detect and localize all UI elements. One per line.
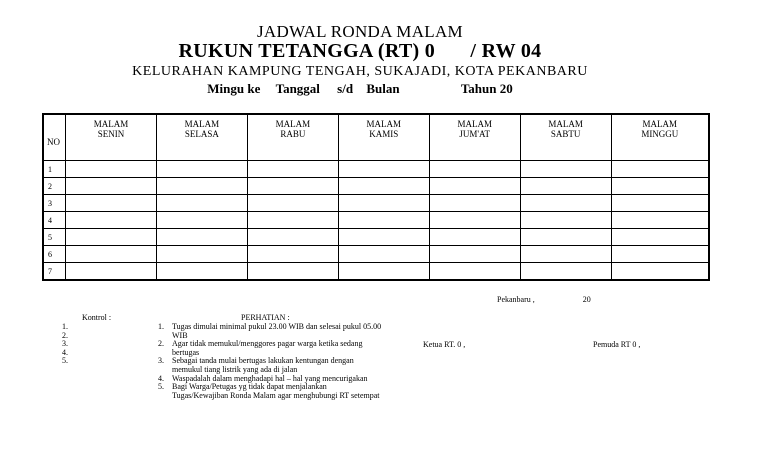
table-cell[interactable]	[429, 161, 520, 178]
ketua-rt-signature: Ketua RT. 0 ,	[423, 340, 466, 349]
bulan-label: Bulan	[366, 81, 400, 96]
table-cell[interactable]	[611, 178, 709, 195]
table-row	[43, 195, 709, 212]
table-cell[interactable]	[247, 246, 338, 263]
table-row	[43, 229, 709, 246]
table-cell[interactable]	[520, 246, 611, 263]
table-cell[interactable]	[66, 195, 157, 212]
row-number: 1	[43, 161, 66, 178]
table-cell[interactable]	[338, 178, 429, 195]
table-cell[interactable]	[156, 229, 247, 246]
table-cell[interactable]	[156, 161, 247, 178]
table-cell[interactable]	[247, 229, 338, 246]
note-item: 3. Sebagai tanda mulai bertugas lakukan kentungan dengan memukul tiang listrik yang ada di jalan	[158, 356, 354, 374]
rw-label: / RW 04	[470, 40, 542, 62]
tahun-label: Tahun 20	[460, 81, 513, 96]
row-number: 5	[43, 229, 66, 246]
place-date: Pekanbaru , 20	[497, 295, 591, 304]
note-item: 4. Waspadalah dalam menghadapi hal – hal yang mencurigakan	[158, 373, 368, 383]
table-cell[interactable]	[429, 246, 520, 263]
table-cell[interactable]	[247, 263, 338, 281]
table-cell[interactable]	[429, 263, 520, 281]
row-number: 3	[43, 195, 66, 212]
table-cell[interactable]	[611, 246, 709, 263]
document-title: JADWAL RONDA MALAM	[257, 22, 463, 41]
table-cell[interactable]	[429, 178, 520, 195]
table-cell[interactable]	[156, 263, 247, 281]
column-header-selasa: MALAM SELASA	[156, 114, 247, 161]
table-cell[interactable]	[66, 212, 157, 229]
table-row	[43, 161, 709, 178]
note-item: 5. Bagi Warga/Petugas yg tidak dapat menjalankan Tugas/Kewajiban Ronda Malam agar menghubungi RT setempat	[158, 382, 380, 400]
table-cell[interactable]	[247, 212, 338, 229]
table-cell[interactable]	[66, 246, 157, 263]
table-cell[interactable]	[338, 263, 429, 281]
row-number: 6	[43, 246, 66, 263]
table-cell[interactable]	[338, 229, 429, 246]
table-cell[interactable]	[429, 212, 520, 229]
table-cell[interactable]	[338, 212, 429, 229]
schedule-table	[42, 113, 710, 281]
kontrol-label: Kontrol :	[82, 313, 112, 322]
table-cell[interactable]	[520, 195, 611, 212]
table-cell[interactable]	[520, 212, 611, 229]
column-header-rabu: MALAM RABU	[247, 114, 338, 161]
rt-rw-heading	[0, 40, 720, 63]
table-cell[interactable]	[520, 161, 611, 178]
table-row	[43, 178, 709, 195]
rt-number: 0	[424, 40, 436, 62]
table-cell[interactable]	[247, 178, 338, 195]
pemuda-rt-signature: Pemuda RT 0 ,	[593, 340, 641, 349]
sd-label: s/d	[337, 81, 354, 96]
column-header-minggu: MALAM MINGGU	[611, 114, 709, 161]
column-header-senin: MALAM SENIN	[66, 114, 157, 161]
table-header-row	[43, 114, 709, 161]
table-cell[interactable]	[520, 178, 611, 195]
table-cell[interactable]	[156, 212, 247, 229]
table-row	[43, 212, 709, 229]
column-header-kamis: MALAM KAMIS	[338, 114, 429, 161]
column-header-jumat: MALAM JUM'AT	[429, 114, 520, 161]
row-number: 4	[43, 212, 66, 229]
table-cell[interactable]	[611, 229, 709, 246]
tanggal-label: Tanggal	[275, 81, 320, 96]
period-line	[0, 81, 720, 97]
perhatian-notes	[158, 323, 384, 400]
mingu-ke-label: Mingu ke	[207, 81, 261, 96]
note-item: 1. Tugas dimulai minimal pukul 23.00 WIB dan selesai pukul 05.00 WIB	[158, 322, 382, 340]
table-cell[interactable]	[247, 161, 338, 178]
table-cell[interactable]	[247, 195, 338, 212]
table-cell[interactable]	[156, 178, 247, 195]
table-cell[interactable]	[156, 195, 247, 212]
table-cell[interactable]	[66, 229, 157, 246]
table-cell[interactable]	[156, 246, 247, 263]
table-cell[interactable]	[429, 229, 520, 246]
table-cell[interactable]	[611, 263, 709, 281]
column-header-no: NO	[43, 114, 66, 161]
table-cell[interactable]	[66, 178, 157, 195]
table-cell[interactable]	[611, 212, 709, 229]
row-number: 7	[43, 263, 66, 281]
table-row	[43, 246, 709, 263]
table-cell[interactable]	[520, 263, 611, 281]
table-cell[interactable]	[429, 195, 520, 212]
kontrol-list: 1. 2. 3. 4. 5.	[62, 322, 68, 366]
table-cell[interactable]	[338, 195, 429, 212]
table-cell[interactable]	[611, 161, 709, 178]
table-row	[43, 263, 709, 281]
perhatian-title: PERHATIAN :	[241, 313, 290, 322]
rt-label: RUKUN TETANGGA (RT)	[178, 40, 420, 62]
table-cell[interactable]	[66, 161, 157, 178]
table-cell[interactable]	[66, 263, 157, 281]
note-item: 2. Agar tidak memukul/menggores pagar warga ketika sedang bertugas	[158, 339, 363, 357]
row-number: 2	[43, 178, 66, 195]
column-header-sabtu: MALAM SABTU	[520, 114, 611, 161]
table-cell[interactable]	[338, 246, 429, 263]
table-cell[interactable]	[520, 229, 611, 246]
table-cell[interactable]	[611, 195, 709, 212]
table-cell[interactable]	[338, 161, 429, 178]
kelurahan-heading: KELURAHAN KAMPUNG TENGAH, SUKAJADI, KOTA PEKANBARU	[132, 64, 588, 79]
